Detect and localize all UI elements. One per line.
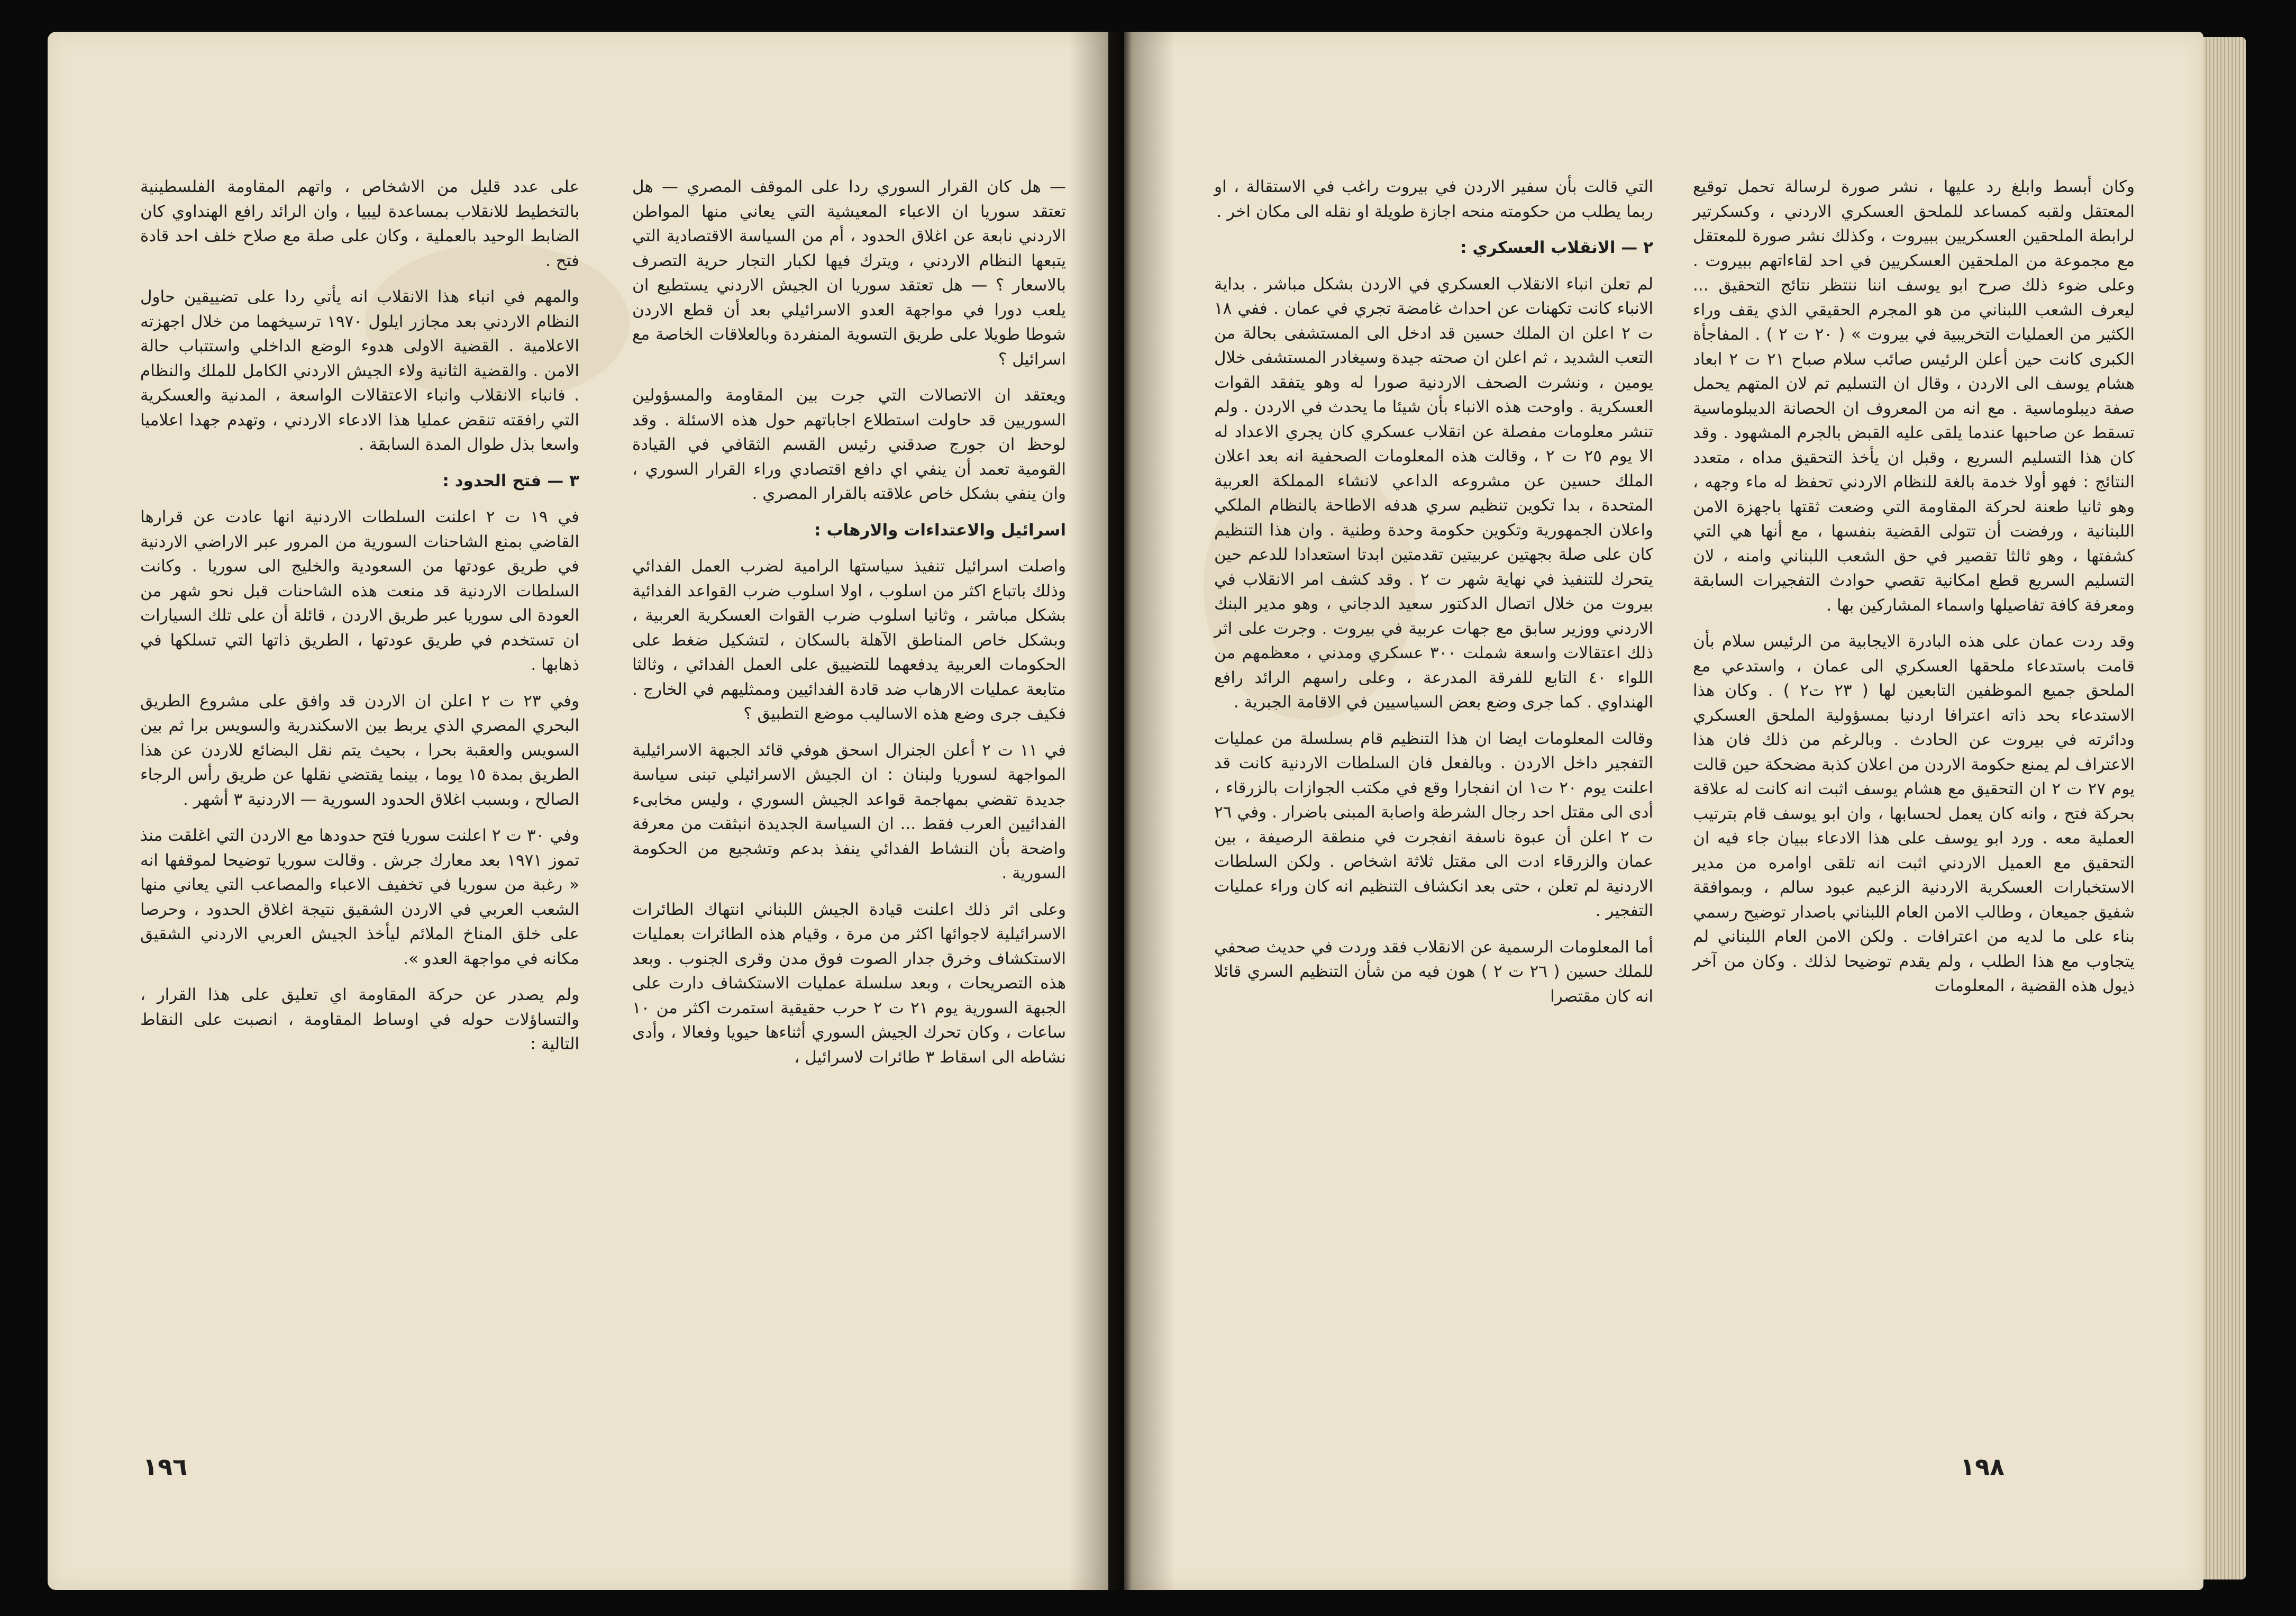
paragraph: وفي ٣٠ ت ٢ اعلنت سوريا فتح حدودها مع الاردن التي اغلقت منذ تموز ١٩٧١ بعد معارك جرش . وقالت سوريا توضيحا لموقفها انه « رغبة من سوريا في تخفيف الاعباء والمصاعب التي يعاني منها الشعب العربي في الاردن الشقيق نتيجة اغلاق الحدود ، وحرصا على خلق المناخ الملائم ليأخذ الجيش العربي الاردني الشقيق مكانه في مواجهة العدو ».: [140, 826, 579, 968]
paragraph: على عدد قليل من الاشخاص ، واتهم المقاومة الفلسطينية بالتخطيط للانقلاب بمساعدة ليبيا ، وان الرائد رافع الهنداوي كان الضابط الوحيد بالعملية ، وكان على صلة مع صلاح خلف احد قادة فتح .: [140, 177, 579, 270]
right-page: [1124, 32, 2203, 1590]
paragraph: وقد ردت عمان على هذه البادرة الايجابية من الرئيس سلام بأن قامت باستدعاء ملحقها العسكري الى عمان ، واستدعي مع الملحق جميع الموظفين التابعين لها ( ٢٣ ت٢ ) . وكان هذا الاستدعاء بحد ذاته اعترافا اردنيا بمسؤولية الملحق العسكري ودائرته في بيروت عن الحادث . وبالرغم من ذلك فان هذا الاعتراف لم يمنع حكومة الاردن من اعلان كذبة مضحكة حين قالت يوم ٢٧ ت ٢ ان التحقيق مع هشام يوسف اثبت انه كانت له علاقة بحركة فتح ، وانه كان يعمل لحسابها ، وان ابو يوسف قام بترتيب العملية معه . ورد ابو يوسف على هذا الادعاء ببيان جاء فيه ان التحقيق مع العميل الاردني اثبت انه تلقى اوامره من مدير الاستخبارات العسكرية الاردنية الزعيم عبود سالم ، وبموافقة شفيق جميعان ، وطالب الامن العام اللبناني باصدار توضيح رسمي بناء على ما لديه من اعترافات . ولكن الامن العام اللبناني لم يتجاوب مع هذا الطلب ، ولم يقدم توضيحا لذلك . وكان من آخر ذيول هذه القضية ، المعلومات: [1693, 632, 2135, 995]
section-heading: ٢ — الانقلاب العسكري :: [1460, 238, 1653, 257]
paragraph: في ١١ ت ٢ أعلن الجنرال اسحق هوفي قائد الجبهة الاسرائيلية المواجهة لسوريا ولبنان : ان الجيش الاسرائيلي تبنى سياسة جديدة تقضي بمهاجمة قواعد الجيش السوري ، وليس مخابىء الفدائيين العرب فقط ... ان السياسة الجديدة انبثقت من معرفة واضحة بأن النشاط الفدائي ينفذ بدعم وتشجيع من الحكومة السورية .: [632, 740, 1066, 883]
section-heading: ٣ — فتح الحدود :: [442, 471, 579, 491]
paragraph: لم تعلن انباء الانقلاب العسكري في الاردن بشكل مباشر . بداية الانباء كانت تكهنات عن احداث غامضة تجري في عمان . ففي ١٨ ت ٢ اعلن ان الملك حسين قد ادخل الى المستشفى بحالة من التعب الشديد ، ثم اعلن ان صحته جيدة وسيغادر المستشفى خلال يومين ، ونشرت الصحف الاردنية صورا له وهو يتفقد القوات العسكرية . واوحت هذه الانباء بأن شيئا ما يحدث في الاردن . ولم تنشر معلومات مفصلة عن انقلاب عسكري كان يجري الاعداد له الا يوم ٢٥ ت ٢ ، وقالت هذه المعلومات الصحفية انه بعد اعلان الملك حسين عن مشروعه الداعي لانشاء المملكة العربية المتحدة ، بدا تكوين تنظيم سري هدفه الاطاحة بالنظام الملكي واعلان الجمهورية وتكوين حكومة وحدة وطنية . وان هذا التنظيم كان على صلة بجهتين عربيتين تقدمتين ابدتا استعدادا للدعم حين يتحرك للتنفيذ في نهاية شهر ت ٢ . وقد كشف امر الانقلاب في بيروت من خلال اتصال الدكتور سعيد الدجاني ، وهو مدير البنك الاردني ووزير سابق مع جهات عربية في بيروت . وجرت على اثر ذلك اعتقالات واسعة شملت ٣٠٠ عسكري ومدني ، معظمهم من اللواء ٤٠ التابع للفرقة المدرعة ، وعلى راسهم الرائد رافع الهنداوي . كما جرى وضع بعض السياسيين في الاقامة الجبرية .: [1214, 274, 1654, 712]
paragraph: واصلت اسرائيل تنفيذ سياستها الرامية لضرب العمل الفدائي وذلك باتباع اكثر من اسلوب ، اولا اسلوب ضرب القواعد الفدائية بشكل مباشر ، وثانيا اسلوب ضرب القوات العسكرية العربية ، وبشكل خاص المناطق الآهلة بالسكان ، لتشكيل ضغط على الحكومات العربية يدفعهما للتضييق على العمل الفدائي ، وثالثا متابعة عمليات الارهاب ضد قادة الفدائيين وممثليهم في الخارج . فكيف جرى وضع هذه الاساليب موضع التطبيق ؟: [632, 557, 1066, 723]
paragraph: أما المعلومات الرسمية عن الانقلاب فقد وردت في حديث صحفي للملك حسين ( ٢٦ ت ٢ ) هون فيه من شأن التنظيم السري قائلا انه كان مقتصرا: [1214, 937, 1653, 1006]
paragraph: وعلى اثر ذلك اعلنت قيادة الجيش اللبناني انتهاك الطائرات الاسرائيلية لاجوائها اكثر من مرة ، وقيام هذه الطائرات بعمليات الاستكشاف وخرق جدار الصوت فوق مدن وقرى الجنوب . وبعد هذه التصريحات ، وبعد سلسلة عمليات الاستكشاف دارت على الجبهة السورية يوم ٢١ ت ٢ حرب حقيقية استمرت اكثر من ١٠ ساعات ، وكان تحرك الجيش السوري أثناءها حيويا وفعالا ، وأدى نشاطه الى اسقاط ٣ طائرات لاسرائيل ،: [632, 900, 1066, 1067]
paragraph: ولم يصدر عن حركة المقاومة اي تعليق على هذا القرار ، والتساؤلات حوله في اوساط المقاومة ، انصبت على النقاط التالية :: [140, 985, 579, 1054]
page-edges: [2203, 37, 2246, 1579]
paragraph: وفي ٢٣ ت ٢ اعلن ان الاردن قد وافق على مشروع الطريق البحري المصري الذي يربط بين الاسكندرية والسويس برا ثم بين السويس والعقبة بحرا ، بحيث يتم نقل البضائع للاردن عن هذا الطريق بمدة ١٥ يوما ، بينما يقتضي نقلها عن طريق رأس الرجاء الصالح ، وبسبب اغلاق الحدود السورية — الاردنية ٣ أشهر .: [140, 691, 579, 809]
page-number: ١٩٦: [143, 1452, 188, 1481]
paragraph: — هل كان القرار السوري ردا على الموقف المصري — هل تعتقد سوريا ان الاعباء المعيشية التي يعاني منها المواطن الاردني نابعة عن اغلاق الحدود ، أم من السياسة الاقتصادية التي يتبعها النظام الاردني ، ويترك فيها لكبار التجار حرية التصرف بالاسعار ؟ — هل تعتقد سوريا ان الجيش الاردني يستطيع ان يلعب دورا في مواجهة العدو الاسرائيلي بعد أن قطع الاردن شوطا طويلا على طريق التسوية المنفردة وبالعلاقات الخاصة مع اسرائيل ؟: [632, 177, 1066, 369]
paragraph: التي قالت بأن سفير الاردن في بيروت راغب في الاستقالة ، او ربما يطلب من حكومته منحه اجازة طويلة او نقله الى مكان اخر .: [1214, 177, 1653, 221]
right-page-right-column: [1693, 175, 2135, 1010]
paragraph: ويعتقد ان الاتصالات التي جرت بين المقاومة والمسؤولين السوريين قد حاولت استطلاع اجاباتهم حول هذه الاسئلة . وقد لوحظ ان جورج صدقني رئيس القسم الثقافي في القيادة القومية تعمد أن ينفي اي دافع اقتصادي وراء القرار السوري ، وان ينفي بشكل خاص علاقته بالقرار المصري .: [632, 386, 1066, 503]
left-page-right-column: [632, 175, 1066, 1081]
left-page-left-column: [140, 175, 579, 1068]
paragraph: وكان أبسط وابلغ رد عليها ، نشر صورة لرسالة تحمل توقيع المعتقل ولقبه كمساعد للملحق العسكري الاردني ، وكسكرتير لرابطة الملحقين العسكريين ببيروت ، وكذلك نشر صورة للمعتقل مع مجموعة من الملحقين العسكريين في احد لقاءاتهم ببيروت . وعلى ضوء ذلك صرح ابو يوسف اننا ننتظر نتائج التحقيق ... ليعرف الشعب اللبناني من هو المجرم الحقيقي الذي يقف وراء الكثير من العمليات التخريبية في بيروت » ( ٢٠ ت ٢ ) . المفاجأة الكبرى كانت حين أعلن الرئيس صائب سلام صباح ٢١ ت ٢ ابعاد هشام يوسف الى الاردن ، وقال ان التسليم تم لان المتهم يحمل صفة ديبلوماسية . مع انه من المعروف ان الحصانة الديبلوماسية تسقط عن صاحبها عندما يلقى عليه القبض بالجرم المشهود . وقد كان هذا التسليم السريع ، وقبل ان يأخذ التحقيق مداه ، متعدد النتائج : فهو أولا خدمة بالغة للنظام الاردني تحفظ له ماء وجهه ، وهو ثانيا طعنة لحركة المقاومة التي وضعت ثقتها باجهزة الامن اللبنانية ، ورفضت أن تتولى القضية بنفسها ، مع أنها هي التي كشفتها ، وهو ثالثا تقصير في حق الشعب اللبناني وامنه ، لان التسليم السريع قطع امكانية تقصي حوادث التفجيرات السابقة ومعرفة كافة تفاصيلها واسماء المشاركين بها .: [1693, 177, 2135, 615]
right-page-left-column: [1214, 175, 1653, 1020]
section-heading: اسرائيل والاعتداءات والارهاب :: [814, 520, 1066, 540]
left-page: [48, 32, 1108, 1590]
paragraph: وقالت المعلومات ايضا ان هذا التنظيم قام بسلسلة من عمليات التفجير داخل الاردن . وبالفعل فان السلطات الاردنية كانت قد اعلنت يوم ٢٠ ت١ ان انفجارا وقع في مكتب الجوازات بالزرقاء ، أدى الى مقتل احد رجال الشرطة واصابة المبنى باضرار . وفي ٢٦ ت ٢ اعلن أن عبوة ناسفة انفجرت في منطقة الرصيفة ، بين عمان والزرقاء ادت الى مقتل ثلاثة اشخاص . ولكن السلطات الاردنية لم تعلن ، حتى بعد انكشاف التنظيم انه كان وراء عمليات التفجير .: [1214, 729, 1653, 920]
paragraph: والمهم في انباء هذا الانقلاب انه يأتي ردا على تضييقين حاول النظام الاردني بعد مجازر ايلول ١٩٧٠ ترسيخهما من خلال اجهزته الاعلامية . القضية الاولى هدوء الوضع الداخلي واستتباب حالة الامن . والقضية الثانية ولاء الجيش الاردني الكامل للملك والنظام . فانباء الانقلاب وانباء الاعتقالات الواسعة ، المدنية والعسكرية التي رافقته تنقض عمليا هذا الادعاء الاردني ، وتهدم جهدا اعلاميا واسعا بذل طوال المدة السابقة .: [140, 287, 580, 454]
paragraph: في ١٩ ت ٢ اعلنت السلطات الاردنية انها عادت عن قرارها القاضي بمنع الشاحنات السورية من المرور عبر الاراضي الاردنية في طريق عودتها من السعودية والخليج الى سوريا . وكانت السلطات الاردنية قد منعت هذه الشاحنات قبل نحو شهر من العودة الى سوريا عبر طريق الاردن ، قائلة أن على تلك السيارات ان تستخدم في طريق عودتها ، الطريق ذاتها التي تسلكها في ذهابها .: [140, 507, 580, 674]
page-number: ١٩٨: [1960, 1452, 2005, 1481]
